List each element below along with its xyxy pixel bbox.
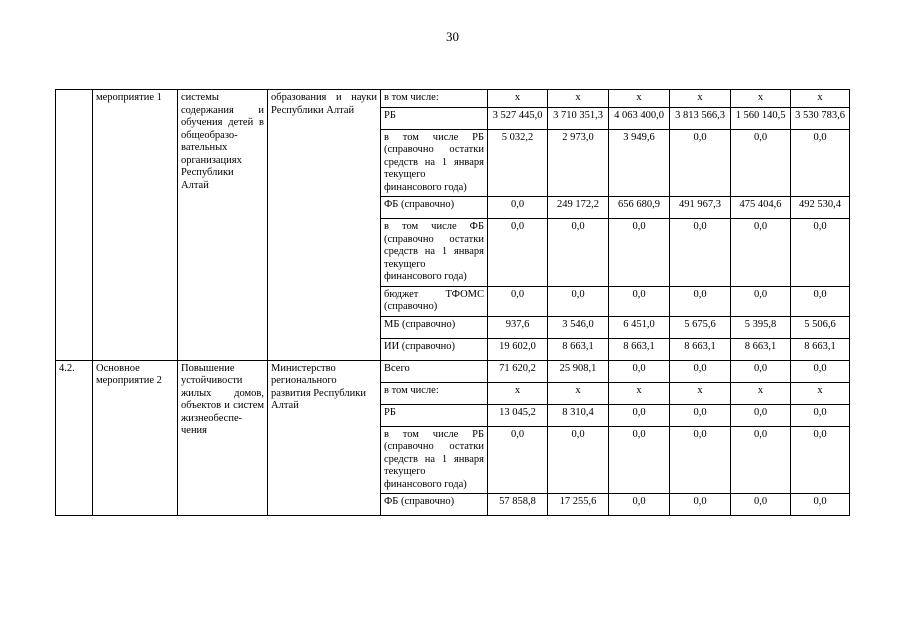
value-cell: х xyxy=(791,90,850,108)
value-cell: 13 045,2 xyxy=(488,404,548,426)
funding-source: МБ (справочно) xyxy=(381,316,488,338)
value-cell: 0,0 xyxy=(488,286,548,316)
value-cell: 5 675,6 xyxy=(670,316,731,338)
page-number: 30 xyxy=(446,29,459,44)
value-cell: 475 404,6 xyxy=(731,197,791,219)
value-cell: 8 663,1 xyxy=(670,338,731,360)
value-cell: 0,0 xyxy=(731,426,791,494)
value-cell: 491 967,3 xyxy=(670,197,731,219)
table-row xyxy=(56,360,850,382)
value-cell: 0,0 xyxy=(488,197,548,219)
value-cell: 0,0 xyxy=(670,129,731,197)
value-cell: х xyxy=(670,382,731,404)
value-cell: 25 908,1 xyxy=(548,360,609,382)
value-cell: 0,0 xyxy=(731,129,791,197)
value-cell: 0,0 xyxy=(791,286,850,316)
value-cell: 5 506,6 xyxy=(791,316,850,338)
value-cell: х xyxy=(548,382,609,404)
value-cell: 4 063 400,0 xyxy=(609,107,670,129)
funding-source: ФБ (справочно) xyxy=(381,494,488,516)
row-number xyxy=(56,90,93,361)
value-cell: 0,0 xyxy=(791,494,850,516)
funding-source: в том числе РБ (справочно остатки средств на 1 января текущего финансового года) xyxy=(381,426,488,494)
value-cell: 0,0 xyxy=(609,494,670,516)
value-cell: 0,0 xyxy=(791,404,850,426)
value-cell: 0,0 xyxy=(670,219,731,287)
value-cell: 3 546,0 xyxy=(548,316,609,338)
value-cell: 17 255,6 xyxy=(548,494,609,516)
value-cell: 0,0 xyxy=(731,494,791,516)
value-cell: 0,0 xyxy=(670,360,731,382)
value-cell: х xyxy=(731,90,791,108)
value-cell: 57 858,8 xyxy=(488,494,548,516)
value-cell: 3 813 566,3 xyxy=(670,107,731,129)
value-cell: 0,0 xyxy=(670,286,731,316)
value-cell: х xyxy=(670,90,731,108)
funding-source: в том числе: xyxy=(381,90,488,108)
value-cell: 5 395,8 xyxy=(731,316,791,338)
value-cell: 0,0 xyxy=(488,219,548,287)
value-cell: 0,0 xyxy=(670,404,731,426)
funding-source: РБ xyxy=(381,107,488,129)
value-cell: 0,0 xyxy=(670,494,731,516)
value-cell: 0,0 xyxy=(548,286,609,316)
value-cell: 0,0 xyxy=(731,360,791,382)
value-cell: 656 680,9 xyxy=(609,197,670,219)
value-cell: х xyxy=(609,382,670,404)
funding-source: в том числе ФБ (справочно остатки средств на 1 января текущего финансового года) xyxy=(381,219,488,287)
value-cell: 0,0 xyxy=(731,404,791,426)
measure-name: мероприятие 1 xyxy=(93,90,178,361)
value-cell: 0,0 xyxy=(609,426,670,494)
value-cell: 0,0 xyxy=(548,426,609,494)
value-cell: 0,0 xyxy=(609,219,670,287)
value-cell: 3 530 783,6 xyxy=(791,107,850,129)
value-cell: 0,0 xyxy=(791,360,850,382)
value-cell: 8 663,1 xyxy=(609,338,670,360)
value-cell: 937,6 xyxy=(488,316,548,338)
measure-name: Основное мероприятие 2 xyxy=(93,360,178,516)
value-cell: 2 973,0 xyxy=(548,129,609,197)
funding-source: бюджет ТФОМС (справочно) xyxy=(381,286,488,316)
value-cell: 8 663,1 xyxy=(791,338,850,360)
measure-goal: Повышение устойчивости жилых домов, объектов и систем жизнеобеспе-чения xyxy=(178,360,268,516)
responsible-executor: образования и науки Республики Алтай xyxy=(268,90,381,361)
value-cell: 0,0 xyxy=(791,129,850,197)
value-cell: 0,0 xyxy=(548,219,609,287)
measure-goal: системы содержания и обучения детей в общеобразо-вательных организациях Республики Алтай xyxy=(178,90,268,361)
funding-source: РБ xyxy=(381,404,488,426)
funding-source: ФБ (справочно) xyxy=(381,197,488,219)
value-cell: 8 310,4 xyxy=(548,404,609,426)
value-cell: х xyxy=(791,382,850,404)
value-cell: 0,0 xyxy=(791,219,850,287)
funding-source: в том числе: xyxy=(381,382,488,404)
value-cell: 0,0 xyxy=(791,426,850,494)
value-cell: 3 710 351,3 xyxy=(548,107,609,129)
value-cell: х xyxy=(731,382,791,404)
funding-table xyxy=(55,89,850,516)
value-cell: 0,0 xyxy=(609,286,670,316)
value-cell: 492 530,4 xyxy=(791,197,850,219)
funding-source: Всего xyxy=(381,360,488,382)
value-cell: 0,0 xyxy=(609,404,670,426)
value-cell: 8 663,1 xyxy=(548,338,609,360)
value-cell: 0,0 xyxy=(731,219,791,287)
value-cell: х xyxy=(548,90,609,108)
value-cell: х xyxy=(488,90,548,108)
value-cell: х xyxy=(488,382,548,404)
row-number: 4.2. xyxy=(56,360,93,516)
value-cell: 3 527 445,0 xyxy=(488,107,548,129)
value-cell: х xyxy=(609,90,670,108)
value-cell: 0,0 xyxy=(670,426,731,494)
value-cell: 5 032,2 xyxy=(488,129,548,197)
funding-source: ИИ (справочно) xyxy=(381,338,488,360)
value-cell: 0,0 xyxy=(731,286,791,316)
responsible-executor: Министерство регионального развития Республики Алтай xyxy=(268,360,381,516)
value-cell: 71 620,2 xyxy=(488,360,548,382)
value-cell: 0,0 xyxy=(609,360,670,382)
value-cell: 0,0 xyxy=(488,426,548,494)
value-cell: 1 560 140,5 xyxy=(731,107,791,129)
value-cell: 8 663,1 xyxy=(731,338,791,360)
value-cell: 249 172,2 xyxy=(548,197,609,219)
funding-source: в том числе РБ (справочно остатки средств на 1 января текущего финансового года) xyxy=(381,129,488,197)
value-cell: 3 949,6 xyxy=(609,129,670,197)
value-cell: 6 451,0 xyxy=(609,316,670,338)
table-row xyxy=(56,90,850,108)
value-cell: 19 602,0 xyxy=(488,338,548,360)
